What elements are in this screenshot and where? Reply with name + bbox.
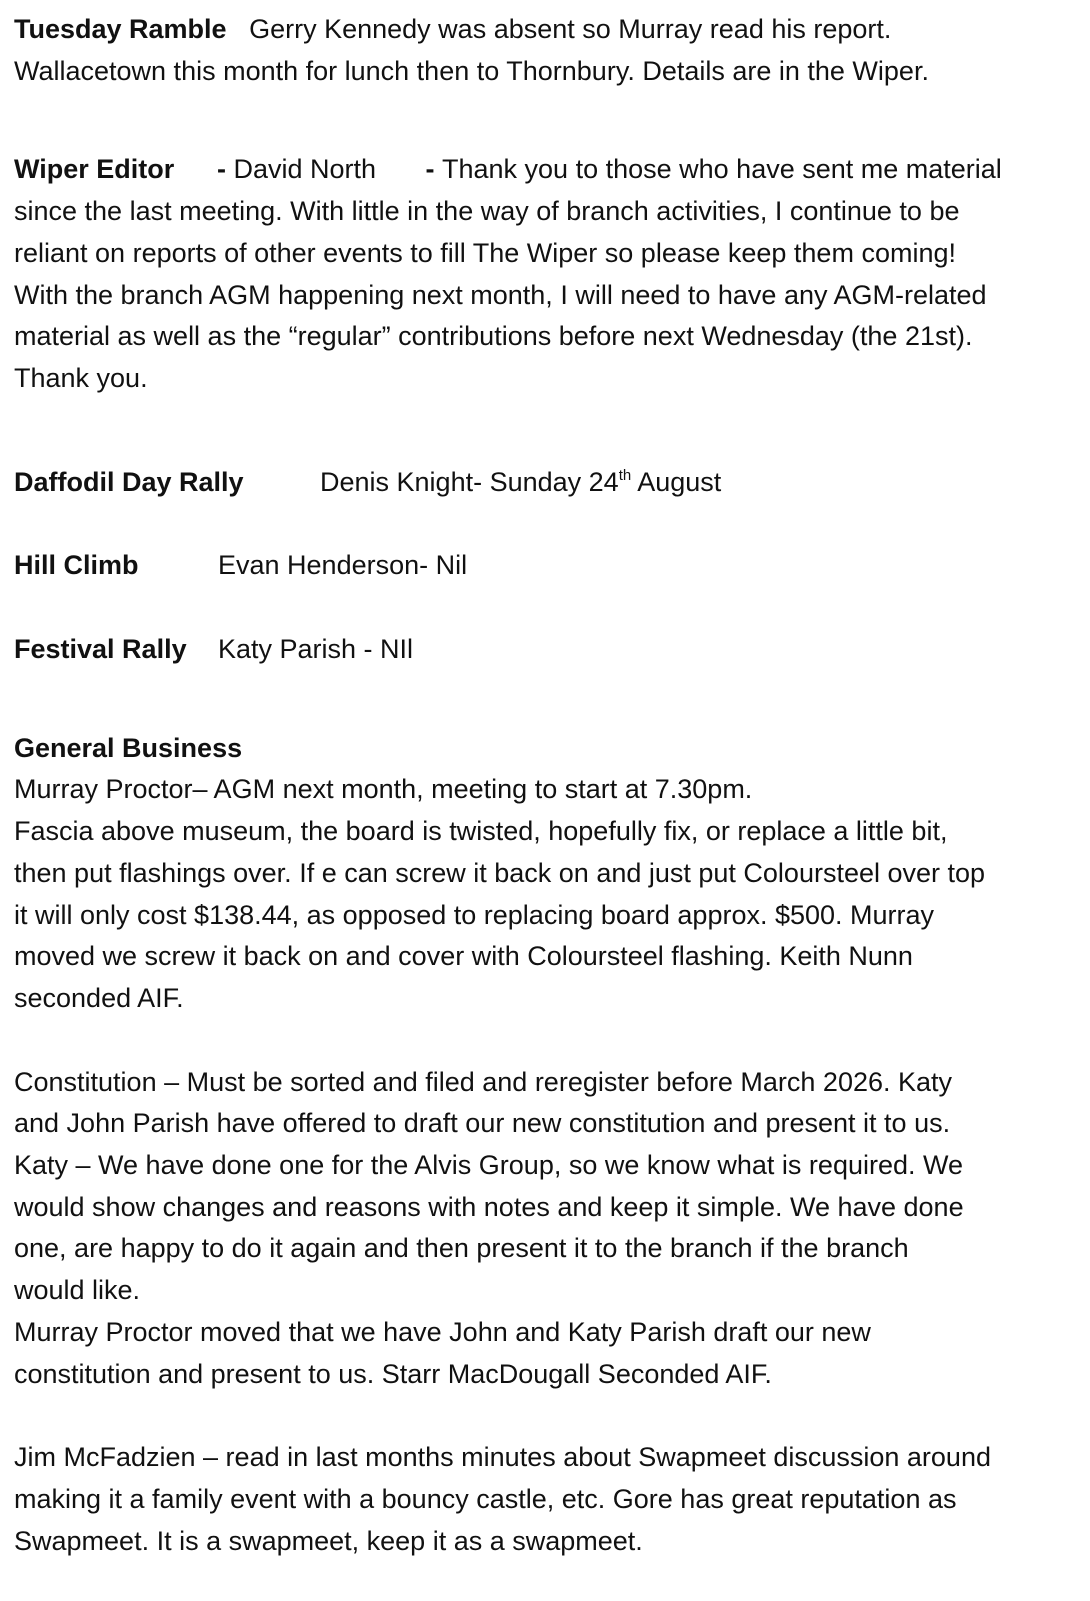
general-business-line: Murray Proctor– AGM next month, meeting to start at 7.30pm. [14, 774, 753, 805]
hill-climb-heading: Hill Climb [14, 550, 139, 581]
constitution-line: would like. [14, 1275, 141, 1306]
wiper-editor-heading: Wiper Editor [14, 154, 175, 185]
wiper-editor-line: reliant on reports of other events to fill The Wiper so please keep them coming! [14, 237, 956, 268]
general-business-line: Fascia above museum, the board is twisted, hopefully fix, or replace a little bit, [14, 816, 948, 847]
general-business-section [14, 728, 1080, 1563]
daffodil-heading: Daffodil Day Rally [14, 466, 244, 497]
wiper-editor-line: Thank you. [14, 362, 148, 393]
tuesday-ramble-section [14, 9, 1080, 92]
wiper-editor-line: since the last meeting. With little in the way of branch activities, I continue to be [14, 196, 960, 227]
tuesday-ramble-line-1 [14, 9, 1080, 51]
constitution-line: Constitution – Must be sorted and filed and reregister before March 2026. Katy [14, 1066, 953, 1097]
wiper-editor-line-1: Wiper Editor - David North - Thank you to those who have sent me material [14, 149, 1080, 191]
tuesday-ramble-heading: Tuesday Ramble [14, 14, 227, 44]
festival-text: Katy Parish - NIl [218, 634, 414, 665]
constitution-line: would show changes and reasons with notes and keep it simple. We have done [14, 1191, 964, 1222]
constitution-line: constitution and present to us. Starr MacDougall Seconded AIF. [14, 1358, 772, 1389]
swapmeet-line: Jim McFadzien – read in last months minutes about Swapmeet discussion around [14, 1442, 991, 1473]
general-business-line: it will only cost $138.44, as opposed to replacing board approx. $500. Murray [14, 899, 935, 930]
general-business-line: then put flashings over. If e can screw it back on and just put Coloursteel over top [14, 857, 986, 888]
general-business-line: moved we screw it back on and cover with Coloursteel flashing. Keith Nunn [14, 941, 913, 972]
festival-heading: Festival Rally [14, 634, 187, 665]
minutes-page [14, 9, 1080, 1562]
general-business-line: seconded AIF. [14, 982, 184, 1013]
tuesday-ramble-text: Gerry Kennedy was absent so Murray read his report. [249, 14, 892, 44]
hill-climb-section [14, 545, 1080, 587]
wiper-editor-section [14, 149, 1080, 399]
constitution-line: and John Parish have offered to draft our new constitution and present it to us. [14, 1108, 951, 1139]
wiper-editor-line: material as well as the “regular” contributions before next Wednesday (the 21st). [14, 321, 973, 352]
hill-climb-text: Evan Henderson- Nil [218, 550, 468, 581]
wiper-editor-line: With the branch AGM happening next month, I will need to have any AGM-related [14, 279, 987, 310]
constitution-line: Katy – We have done one for the Alvis Group, so we know what is required. We [14, 1150, 964, 1181]
daffodil-day-rally-section [14, 462, 1080, 504]
festival-rally-section [14, 629, 1080, 671]
wiper-editor-name: David North [233, 154, 377, 185]
swapmeet-line: Swapmeet. It is a swapmeet, keep it as a swapmeet. [14, 1525, 643, 1556]
constitution-line: Murray Proctor moved that we have John and Katy Parish draft our new [14, 1316, 871, 1347]
tuesday-ramble-line-2: Wallacetown this month for lunch then to Thornbury. Details are in the Wiper. [14, 55, 929, 86]
daffodil-text: Denis Knight- Sunday 24th August [320, 466, 722, 497]
general-business-heading: General Business [14, 732, 243, 763]
swapmeet-line: making it a family event with a bouncy castle, etc. Gore has great reputation as [14, 1483, 957, 1514]
constitution-line: one, are happy to do it again and then present it to the branch if the branch [14, 1233, 909, 1264]
